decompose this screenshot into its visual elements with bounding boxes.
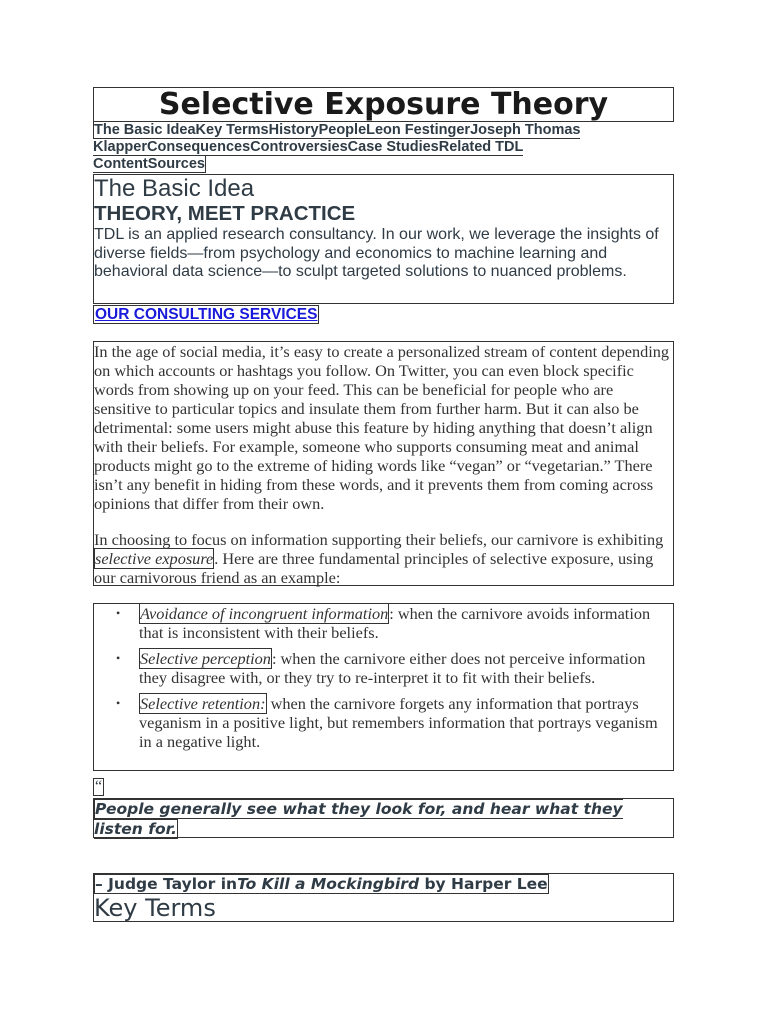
principle-term[interactable]: Selective perception	[140, 649, 271, 668]
intro-text: TDL is an applied research consultancy. In our work, we leverage the insights of diverse fields—from psychology and economics to machine learning and behavioral data science—to sculpt targeted solutions to nuanced problems.	[94, 226, 659, 280]
attribution-suffix: by Harper Lee	[419, 875, 548, 893]
toc-link-related-content[interactable]: Related TDL Content	[93, 139, 524, 172]
list-item	[94, 604, 673, 642]
table-of-contents	[93, 122, 633, 173]
toc-link-joseph-thomas-klapper[interactable]: Joseph Thomas Klapper	[93, 122, 581, 155]
paragraph-text: In choosing to focus on information supporting their beliefs, our carnivore is exhibiting	[94, 530, 664, 549]
body-paragraph-2	[94, 530, 673, 587]
principle-text: : when the carnivore avoids information that is inconsistent with their beliefs.	[139, 604, 651, 642]
principle-text: : when the carnivore either does not perceive information they disagree with, or they try to re-interpret it to fit with their beliefs.	[139, 649, 646, 687]
page-title: Selective Exposure Theory	[158, 87, 609, 122]
consulting-services-link[interactable]: OUR CONSULTING SERVICES	[95, 306, 318, 323]
toc-link-people[interactable]: People	[318, 122, 367, 138]
toc-link-case-studies[interactable]: Case Studies	[347, 139, 439, 155]
body-paragraph-1: In the age of social media, it’s easy to create a personalized stream of content depending on which accounts or hashtags you follow. On Twitter, you can even block specific words from showing up on your feed. This can be beneficial for people who are sensitive to particular topics and insulate them from further harm. But it can also be detrimental: some users might abuse this feature by hiding anything that doesn’t align with their beliefs. For example, someone who supports consuming meat and animal products might go to the extreme of hiding words like “vegan” or “vegetarian.” There isn’t any benefit in hiding from these words, and it prevents them from coming across opinions that differ from their own.	[94, 342, 670, 513]
section-heading-key-terms: Key Terms	[94, 894, 216, 922]
quote-attribution	[94, 874, 673, 894]
attribution-box	[93, 873, 674, 922]
selective-exposure-term[interactable]: selective exposure	[95, 549, 214, 568]
list-item	[94, 649, 673, 687]
principle-term[interactable]: Avoidance of incongruent information	[140, 604, 389, 623]
quote-box	[93, 798, 674, 838]
title-box	[93, 87, 674, 122]
toc-links	[93, 121, 580, 173]
quote-mark: “	[95, 778, 103, 795]
toc-link-sources[interactable]: Sources	[147, 156, 205, 172]
body-text-section	[93, 341, 674, 586]
principle-term[interactable]: Selective retention:	[140, 694, 266, 713]
toc-link-leon-festinger[interactable]: Leon Festinger	[366, 122, 471, 138]
toc-link-consequences[interactable]: Consequences	[147, 139, 251, 155]
toc-link-history[interactable]: History	[268, 122, 319, 138]
paragraph-text: . Here are three fundamental principles of selective exposure, using our carnivorous friend as an example:	[94, 549, 654, 587]
principles-list-box	[93, 603, 674, 771]
toc-link-controversies[interactable]: Controversies	[250, 139, 348, 155]
section-heading-basic-idea: The Basic Idea	[94, 175, 255, 202]
toc-link-basic-idea[interactable]: The Basic Idea	[94, 122, 196, 138]
intro-section	[93, 174, 674, 304]
theory-practice-heading: THEORY, MEET PRACTICE	[94, 202, 356, 225]
attribution-prefix: – Judge Taylor in	[95, 875, 238, 893]
attribution-work: To Kill a Mockingbird	[237, 875, 420, 893]
list-item	[94, 694, 673, 751]
toc-link-key-terms[interactable]: Key Terms	[195, 122, 269, 138]
principles-list	[94, 604, 673, 751]
quote-text: People generally see what they look for, and hear what they listen for.	[94, 800, 623, 838]
principle-text: when the carnivore forgets any information that portrays veganism in a positive light, but remembers information that portrays veganism in a negative light.	[139, 694, 658, 751]
